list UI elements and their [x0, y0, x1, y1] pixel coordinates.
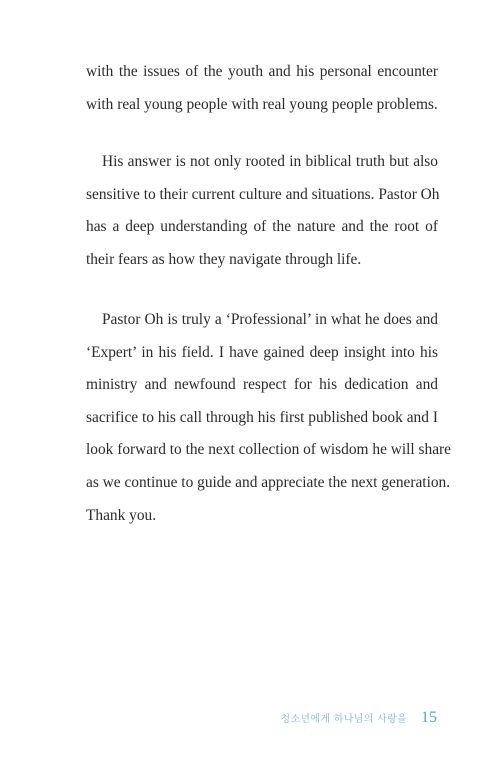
running-title: 청소년에게 하나님의 사랑을: [280, 714, 407, 725]
text-line: has a deep understanding of the nature and the root of: [86, 218, 438, 236]
page-number: 15: [421, 709, 437, 726]
paragraph-1: [86, 56, 438, 121]
text-line: as we continue to guide and appreciate the next generation.: [86, 473, 451, 491]
paragraph-3: [86, 304, 452, 532]
page-footer: [281, 709, 437, 727]
text-line: ministry and newfound respect for his dedication and: [86, 376, 438, 394]
text-line: sacrifice to his call through his first published book and I: [86, 408, 438, 426]
text-line: their fears as how they navigate through life.: [86, 250, 362, 268]
text-line: sensitive to their current culture and situations. Pastor Oh: [86, 185, 440, 203]
paragraph-2: [86, 146, 438, 276]
text-line: with real young people with real young people problems.: [86, 95, 438, 113]
text-line: Thank you.: [86, 506, 157, 524]
text-line: Pastor Oh is truly a ‘Professional’ in what he does and: [102, 311, 438, 328]
text-line: look forward to the next collection of wisdom he will share: [86, 441, 452, 459]
text-line: ‘Expert’ in his field. I have gained deep insight into his: [86, 343, 438, 361]
text-line: with the issues of the youth and his personal encounter: [86, 63, 438, 80]
text-line: His answer is not only rooted in biblical truth but also: [102, 153, 438, 170]
